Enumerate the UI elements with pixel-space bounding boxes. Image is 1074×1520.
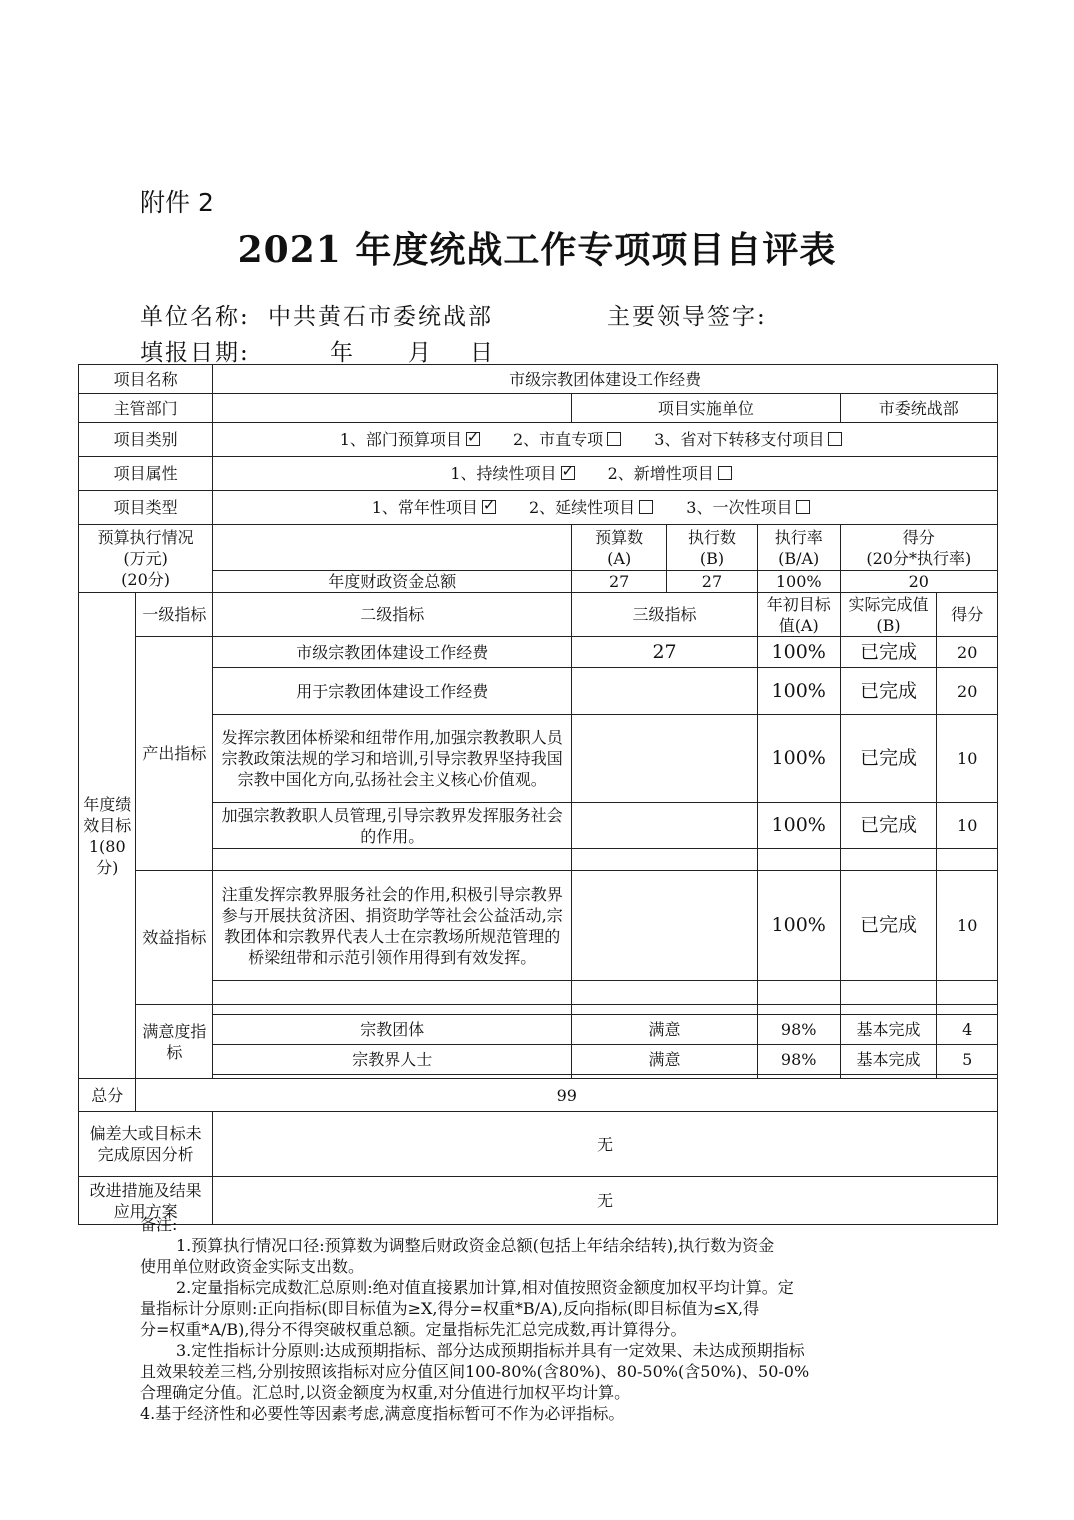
indicator-score: 5 [937, 1045, 998, 1075]
col-score-title: 得分 [902, 527, 935, 547]
total-value: 99 [136, 1079, 998, 1112]
notes [140, 1214, 940, 1424]
impl-unit-label: 项目实施单位 [572, 394, 840, 423]
type-label: 项目类型 [79, 491, 213, 525]
budget-score-value: 20 [840, 571, 997, 593]
checkbox-empty-icon[interactable] [639, 500, 653, 514]
deviation-label: 偏差大或目标未完成原因分析 [79, 1112, 213, 1177]
output-indicator-label: 产出指标 [136, 637, 213, 871]
checkbox-checked-icon[interactable] [466, 432, 480, 446]
indicator-blank [572, 849, 758, 871]
indicator-target: 98% [757, 1015, 840, 1045]
date-day: 日 [470, 340, 495, 366]
checkbox-empty-icon[interactable] [718, 466, 732, 480]
col-exec-sub: (B) [699, 548, 725, 568]
dept-value [213, 394, 572, 423]
indicator-actual: 已完成 [840, 668, 937, 715]
category-option-2: 2、市直专项 [512, 430, 604, 449]
indicator-blank [757, 981, 840, 1005]
attribute-option-2: 2、新增性项目 [607, 464, 714, 483]
type-option-3: 3、一次性项目 [686, 498, 793, 517]
category-options [213, 423, 998, 457]
category-option-3: 3、省对下转移支付项目 [654, 430, 825, 449]
indicator-l2: 市级宗教团体建设工作经费 [213, 637, 572, 668]
type-option-1: 1、常年性项目 [371, 498, 478, 517]
improvement-label: 改进措施及结果应用方案 [79, 1177, 213, 1225]
col-budget [572, 525, 667, 571]
indicator-blank [840, 1005, 937, 1015]
col-exec [667, 525, 758, 571]
checkbox-empty-icon[interactable] [607, 432, 621, 446]
note-line: 量指标计分原则:正向指标(即目标值为≥X,得分=权重*B/A),反向指标(即目标值为≤X,得 [140, 1299, 760, 1318]
note-line: 4.基于经济性和必要性等因素考虑,满意度指标暂可不作为必评指标。 [140, 1404, 625, 1423]
impl-unit-value: 市委统战部 [840, 394, 997, 423]
attribute-options [213, 457, 998, 491]
satisfaction-indicator-label: 满意度指标 [136, 1005, 213, 1079]
dept-label: 主管部门 [79, 394, 213, 423]
note-line: 2.定量指标完成数汇总原则:绝对值直接累加计算,相对值按照资金额度加权平均计算。定 [176, 1278, 794, 1297]
indicator-l2: 用于宗教团体建设工作经费 [213, 668, 572, 715]
header-level2: 二级指标 [213, 593, 572, 637]
indicator-actual: 已完成 [840, 803, 937, 849]
indicator-target: 100% [757, 715, 840, 803]
budget-row-label: 年度财政资金总额 [213, 571, 572, 593]
col-budget-sub: (A) [607, 548, 632, 568]
indicator-blank [213, 849, 572, 871]
header-level1: 一级指标 [136, 593, 213, 637]
col-score [840, 525, 997, 571]
date-year: 年 [330, 340, 355, 366]
project-name-value: 市级宗教团体建设工作经费 [213, 365, 998, 394]
benefit-indicator-label: 效益指标 [136, 871, 213, 1005]
evaluation-table [78, 364, 998, 1225]
indicator-blank [213, 1005, 572, 1015]
col-exec-title: 执行数 [687, 527, 736, 547]
indicator-target: 100% [757, 637, 840, 668]
annual-goal-label: 年度绩效目标1(80分) [79, 593, 136, 1079]
category-label: 项目类别 [79, 423, 213, 457]
unit-name: 中共黄石市委统战部 [268, 304, 493, 330]
notes-title: 备注: [140, 1215, 178, 1234]
project-name-label: 项目名称 [79, 365, 213, 394]
col-budget-title: 预算数 [595, 527, 644, 547]
unit-label: 单位名称: [140, 304, 250, 330]
indicator-l2: 宗教界人士 [213, 1045, 572, 1075]
checkbox-empty-icon[interactable] [828, 432, 842, 446]
deviation-value: 无 [213, 1112, 998, 1177]
indicator-l3 [572, 668, 758, 715]
date-label: 填报日期: [140, 340, 250, 366]
indicator-actual: 基本完成 [840, 1015, 937, 1045]
exec-value: 27 [667, 571, 758, 593]
leader-signature-label: 主要领导签字: [607, 304, 767, 330]
indicator-blank [757, 849, 840, 871]
budget-blank [213, 525, 572, 571]
budget-label-line1: 预算执行情况 [97, 528, 194, 547]
indicator-blank [757, 1005, 840, 1015]
type-option-2: 2、延续性项目 [528, 498, 636, 517]
indicator-l3: 满意 [572, 1015, 758, 1045]
total-label: 总分 [79, 1079, 136, 1112]
col-rate-sub: (B/A) [778, 548, 820, 568]
improvement-value: 无 [213, 1177, 998, 1225]
note-line: 3.定性指标计分原则:达成预期指标、部分达成预期指标并具有一定效果、未达成预期指标 [176, 1341, 805, 1360]
indicator-actual: 基本完成 [840, 1045, 937, 1075]
indicator-blank [572, 1005, 758, 1015]
attachment-label: 附件 2 [140, 188, 214, 217]
indicator-blank [213, 981, 572, 1005]
indicator-score: 20 [937, 668, 998, 715]
header-target: 年初目标值(A) [757, 593, 840, 637]
col-score-sub: (20分*执行率) [866, 548, 972, 568]
indicator-l2: 发挥宗教团体桥梁和纽带作用,加强宗教教职人员宗教政策法规的学习和培训,引导宗教界坚持我国宗教中国化方向,弘扬社会主义核心价值观。 [213, 715, 572, 803]
indicator-blank [937, 981, 998, 1005]
indicator-blank [937, 1005, 998, 1015]
indicator-l3 [572, 715, 758, 803]
header-level3: 三级指标 [572, 593, 758, 637]
header-score: 得分 [937, 593, 998, 637]
note-line: 使用单位财政资金实际支出数。 [140, 1257, 365, 1276]
rate-value: 100% [757, 571, 840, 593]
indicator-blank [840, 849, 937, 871]
indicator-l3: 27 [572, 637, 758, 668]
indicator-actual: 已完成 [840, 871, 937, 981]
indicator-score: 10 [937, 715, 998, 803]
indicator-l2: 加强宗教教职人员管理,引导宗教界发挥服务社会的作用。 [213, 803, 572, 849]
budget-value: 27 [572, 571, 667, 593]
note-line: 合理确定分值。汇总时,以资金额度为权重,对分值进行加权平均计算。 [140, 1383, 631, 1402]
indicator-l2: 宗教团体 [213, 1015, 572, 1045]
col-rate-title: 执行率 [774, 527, 823, 547]
indicator-target: 98% [757, 1045, 840, 1075]
indicator-l3 [572, 871, 758, 981]
budget-label-line2: (万元) [123, 549, 168, 568]
note-line: 分=权重*A/B),得分不得突破权重总额。定量指标先汇总完成数,再计算得分。 [140, 1320, 687, 1339]
attribute-option-1: 1、持续性项目 [450, 464, 557, 483]
indicator-l3 [572, 803, 758, 849]
attribute-label: 项目属性 [79, 457, 213, 491]
indicator-target: 100% [757, 871, 840, 981]
indicator-score: 10 [937, 871, 998, 981]
indicator-target: 100% [757, 803, 840, 849]
indicator-l2: 注重发挥宗教界服务社会的作用,积极引导宗教界参与开展扶贫济困、捐资助学等社会公益活动,宗教团体和宗教界代表人士在宗教场所规范管理的桥梁纽带和示范引领作用得到有效发挥。 [213, 871, 572, 981]
checkbox-checked-icon[interactable] [482, 500, 496, 514]
date-month: 月 [408, 340, 433, 366]
header-actual: 实际完成值(B) [840, 593, 937, 637]
budget-label-line3: (20分) [121, 570, 170, 589]
indicator-actual: 已完成 [840, 637, 937, 668]
indicator-l3: 满意 [572, 1045, 758, 1075]
note-line: 1.预算执行情况口径:预算数为调整后财政资金总额(包括上年结余结转),执行数为资金 [176, 1236, 775, 1255]
indicator-blank [840, 981, 937, 1005]
col-rate [757, 525, 840, 571]
budget-label [79, 525, 213, 593]
indicator-score: 4 [937, 1015, 998, 1045]
page-title: 2021 年度统战工作专项项目自评表 [237, 229, 837, 271]
indicator-score: 10 [937, 803, 998, 849]
indicator-score: 20 [937, 637, 998, 668]
category-option-1: 1、部门预算项目 [339, 430, 462, 449]
type-options [213, 491, 998, 525]
indicator-actual: 已完成 [840, 715, 937, 803]
checkbox-empty-icon[interactable] [796, 500, 810, 514]
indicator-blank [572, 981, 758, 1005]
note-line: 且效果较差三档,分别按照该指标对应分值区间100-80%(含80%)、80-50%(含50%)、50-0% [140, 1362, 810, 1381]
checkbox-checked-icon[interactable] [561, 466, 575, 480]
indicator-target: 100% [757, 668, 840, 715]
indicator-blank [937, 849, 998, 871]
